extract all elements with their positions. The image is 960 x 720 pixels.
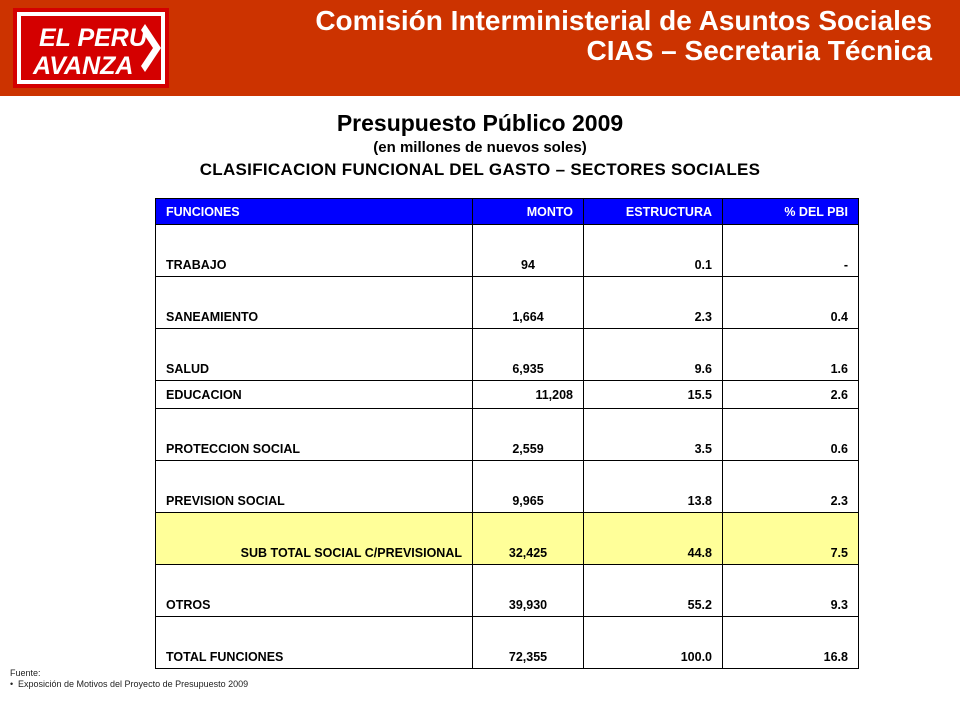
cell-estructura: 44.8 [584,513,723,565]
cell-pbi: 2.3 [723,461,859,513]
table-row [156,329,859,381]
cell-pbi: 2.6 [723,381,859,409]
table-row [156,565,859,617]
cell-estructura: 3.5 [584,409,723,461]
source-note [10,668,248,690]
cell-pbi: 16.8 [723,617,859,669]
cell-estructura: 55.2 [584,565,723,617]
cell-funcion: EDUCACION [156,381,473,409]
header-title [315,6,932,66]
cell-monto: 39,930 [473,565,584,617]
table-row [156,381,859,409]
cell-estructura: 100.0 [584,617,723,669]
cell-monto: 11,208 [473,381,584,409]
cell-monto: 94 [473,225,584,277]
header-monto: MONTO [473,199,584,225]
cell-funcion: TOTAL FUNCIONES [156,617,473,669]
header-pbi: % DEL PBI [723,199,859,225]
bullet-icon: • [10,679,14,689]
page-subtitle: (en millones de nuevos soles) [373,139,587,156]
cell-funcion: SUB TOTAL SOCIAL C/PREVISIONAL [156,513,473,565]
header-banner [0,0,960,96]
cell-funcion: SALUD [156,329,473,381]
logo-line2: AVANZA [33,52,134,80]
source-item-text: Exposición de Motivos del Proyecto de Presupuesto 2009 [18,679,249,689]
logo-line1: EL PERU [39,24,147,52]
cell-monto: 9,965 [473,461,584,513]
slide-title-block [0,108,960,182]
source-item [10,679,248,690]
table-row [156,277,859,329]
cell-monto: 32,425 [473,513,584,565]
cell-estructura: 13.8 [584,461,723,513]
cell-monto: 6,935 [473,329,584,381]
cell-pbi: 0.6 [723,409,859,461]
cell-funcion: PREVISION SOCIAL [156,461,473,513]
header-funciones: FUNCIONES [156,199,473,225]
budget-table [155,198,859,669]
table-row-total [156,617,859,669]
cell-pbi: 0.4 [723,277,859,329]
cell-monto: 72,355 [473,617,584,669]
table-header-row [156,199,859,225]
cell-estructura: 9.6 [584,329,723,381]
cell-estructura: 15.5 [584,381,723,409]
cell-pbi: - [723,225,859,277]
cell-estructura: 2.3 [584,277,723,329]
cell-monto: 2,559 [473,409,584,461]
section-title: CLASIFICACION FUNCIONAL DEL GASTO – SECTORES SOCIALES [199,160,761,179]
cell-pbi: 9.3 [723,565,859,617]
cell-funcion: TRABAJO [156,225,473,277]
header-estructura: ESTRUCTURA [584,199,723,225]
cell-monto: 1,664 [473,277,584,329]
el-peru-avanza-logo [13,8,169,88]
table-row [156,409,859,461]
cell-funcion: SANEAMIENTO [156,277,473,329]
cell-funcion: PROTECCION SOCIAL [156,409,473,461]
page-title: Presupuesto Público 2009 [336,110,624,136]
cell-pbi: 1.6 [723,329,859,381]
source-label: Fuente: [10,668,41,678]
cell-funcion: OTROS [156,565,473,617]
cell-pbi: 7.5 [723,513,859,565]
header-title-line1: Comisión Interministerial de Asuntos Sociales [315,5,932,36]
table-row [156,461,859,513]
header-title-line2: CIAS – Secretaria Técnica [586,35,932,66]
table-row [156,225,859,277]
table-row-subtotal [156,513,859,565]
cell-estructura: 0.1 [584,225,723,277]
